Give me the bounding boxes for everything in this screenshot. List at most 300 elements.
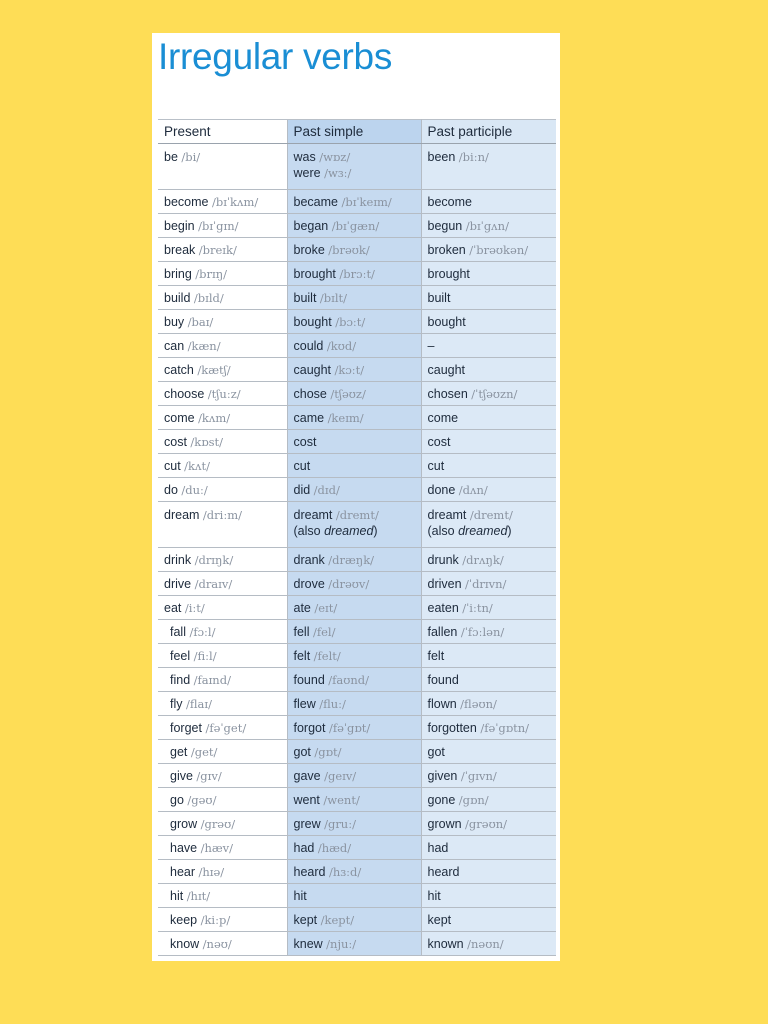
pp-word: –	[427, 338, 435, 353]
past-ipa: /brəʊk/	[328, 242, 370, 257]
past-participle-cell	[421, 644, 556, 668]
past-line	[294, 841, 415, 855]
pp-note-text: (also	[427, 524, 459, 538]
header-past-simple: Past simple	[287, 120, 421, 144]
table-row	[158, 932, 556, 956]
past-participle-cell	[421, 454, 556, 478]
pp-line	[428, 363, 551, 377]
pp-line	[428, 817, 551, 831]
past-word: was	[293, 150, 316, 164]
past-line	[294, 769, 415, 783]
table-row	[158, 620, 556, 644]
past-participle-cell	[421, 884, 556, 908]
past-participle-cell	[421, 788, 556, 812]
past-word: kept	[293, 912, 318, 927]
pp-word: felt	[427, 648, 445, 663]
present-word: get	[170, 744, 188, 759]
past-word: flew	[293, 696, 316, 711]
past-ipa: /hæd/	[317, 840, 352, 855]
table-row	[158, 310, 556, 334]
pp-line	[428, 291, 551, 305]
past-participle-cell	[421, 764, 556, 788]
past-word: brought	[293, 266, 336, 281]
past-ipa: /bɪlt/	[319, 290, 348, 305]
past-simple-cell	[287, 668, 421, 692]
table-row	[158, 502, 556, 548]
past-word: built	[293, 290, 317, 305]
past-simple-cell	[287, 788, 421, 812]
past-word: heard	[293, 864, 326, 879]
past-simple-cell	[287, 620, 421, 644]
past-line	[294, 483, 415, 497]
present-cell	[158, 788, 287, 812]
past-simple-cell	[287, 908, 421, 932]
past-line	[294, 793, 415, 807]
present-cell	[158, 334, 287, 358]
past-simple-cell	[287, 502, 421, 548]
past-line	[294, 817, 415, 831]
table-row	[158, 788, 556, 812]
pp-ipa: /ˈtʃəʊzn/	[471, 386, 518, 401]
pp-word: hit	[427, 888, 441, 903]
past-participle-cell	[421, 430, 556, 454]
past-participle-cell	[421, 908, 556, 932]
past-simple-cell	[287, 812, 421, 836]
pp-word: built	[427, 290, 451, 305]
pp-line	[428, 721, 551, 735]
past-simple-cell	[287, 548, 421, 572]
pp-ipa: /ˈbrəʊkən/	[469, 242, 529, 257]
pp-note-italic: dreamed	[458, 524, 508, 538]
past-line	[294, 435, 415, 449]
pp-word: begun	[427, 218, 463, 233]
pp-word: grown	[427, 816, 462, 831]
past-line	[294, 865, 415, 879]
table-header-row	[158, 120, 556, 144]
past-word: chose	[293, 386, 327, 401]
past-participle-cell	[421, 596, 556, 620]
present-word: come	[164, 410, 195, 425]
pp-ipa: /dremt/	[469, 508, 513, 522]
past-simple-cell	[287, 334, 421, 358]
pp-line	[428, 339, 551, 353]
past-line	[294, 601, 415, 615]
present-cell	[158, 548, 287, 572]
past-participle-cell	[421, 740, 556, 764]
pp-line	[428, 411, 551, 425]
past-simple-cell	[287, 430, 421, 454]
table-row	[158, 716, 556, 740]
present-word: can	[164, 338, 185, 353]
pp-word: fallen	[427, 624, 458, 639]
past-word: grew	[293, 816, 321, 831]
past-line	[294, 553, 415, 567]
past-ipa: /fluː/	[319, 696, 346, 711]
table-row	[158, 860, 556, 884]
present-word: buy	[164, 314, 185, 329]
pp-line	[428, 387, 551, 401]
past-simple-cell	[287, 932, 421, 956]
present-ipa: /draɪv/	[194, 576, 233, 591]
pp-ipa: /ˈgɪvn/	[460, 768, 497, 783]
past-ipa: /felt/	[313, 648, 341, 663]
pp-word: heard	[427, 864, 460, 879]
past-line	[294, 673, 415, 687]
pp-word: drunk	[427, 552, 459, 567]
present-cell	[158, 382, 287, 406]
past-ipa: /brɔːt/	[339, 266, 375, 281]
past-ipa: /geɪv/	[324, 768, 357, 783]
present-cell	[158, 836, 287, 860]
pp-word: forgotten	[427, 720, 477, 735]
past-participle-cell	[421, 548, 556, 572]
table-row	[158, 214, 556, 238]
present-cell	[158, 478, 287, 502]
past-line-2	[294, 165, 415, 181]
past-ipa: /bɔːt/	[335, 314, 366, 329]
verb-rows-bottom	[158, 620, 556, 956]
table-row	[158, 596, 556, 620]
past-ipa: /bɪˈkeɪm/	[341, 194, 392, 209]
pp-line	[428, 483, 551, 497]
present-word: cut	[164, 458, 181, 473]
pp-word: dreamt	[427, 508, 467, 522]
past-line	[294, 721, 415, 735]
present-cell	[158, 740, 287, 764]
past-participle-cell	[421, 262, 556, 286]
past-word: forgot	[293, 720, 326, 735]
past-word: ate	[293, 600, 311, 615]
present-cell	[158, 214, 287, 238]
verb-rows-top	[158, 144, 556, 620]
pp-line	[428, 601, 551, 615]
table-row	[158, 572, 556, 596]
past-ipa: /njuː/	[326, 936, 357, 951]
past-simple-cell	[287, 358, 421, 382]
present-ipa: /duː/	[181, 482, 208, 497]
pp-line	[428, 793, 551, 807]
present-word: eat	[164, 600, 182, 615]
past-ipa: /wɒz/	[319, 150, 351, 164]
pp-ipa: /nəʊn/	[467, 936, 504, 951]
past-participle-cell	[421, 478, 556, 502]
present-cell	[158, 764, 287, 788]
table-row	[158, 144, 556, 190]
pp-line	[428, 865, 551, 879]
table-row	[158, 454, 556, 478]
table-row	[158, 358, 556, 382]
past-word: drove	[293, 576, 325, 591]
table-row	[158, 668, 556, 692]
pp-word: become	[427, 194, 472, 209]
pp-word: cut	[427, 458, 445, 473]
past-word: came	[293, 410, 325, 425]
past-ipa: /hɜːd/	[328, 864, 362, 879]
past-participle-cell	[421, 286, 556, 310]
pp-ipa: /ˈiːtn/	[462, 600, 493, 615]
past-simple-cell	[287, 478, 421, 502]
present-word: drink	[164, 552, 192, 567]
past-word: gave	[293, 768, 321, 783]
past-participle-cell	[421, 214, 556, 238]
present-cell	[158, 692, 287, 716]
past-simple-cell	[287, 310, 421, 334]
past-line	[294, 363, 415, 377]
table-row	[158, 190, 556, 214]
past-word: hit	[293, 888, 307, 903]
past-participle-cell	[421, 812, 556, 836]
past-line	[294, 913, 415, 927]
pp-word: found	[427, 672, 459, 687]
past-line	[294, 387, 415, 401]
present-word: catch	[164, 362, 194, 377]
past-word: had	[293, 840, 315, 855]
pp-line	[428, 673, 551, 687]
pp-line	[428, 507, 551, 523]
present-word: bring	[164, 266, 192, 281]
present-ipa: /faɪnd/	[193, 672, 231, 687]
present-cell	[158, 716, 287, 740]
past-participle-cell	[421, 860, 556, 884]
past-line	[294, 889, 415, 903]
pp-line	[428, 745, 551, 759]
present-cell	[158, 190, 287, 214]
pp-ipa: /gɒn/	[458, 792, 489, 807]
present-ipa: /kætʃ/	[197, 362, 231, 377]
past-note-close: )	[373, 524, 378, 538]
present-word: forget	[170, 720, 202, 735]
present-cell	[158, 812, 287, 836]
table-row	[158, 548, 556, 572]
past-word: went	[293, 792, 320, 807]
present-ipa: /hæv/	[200, 840, 234, 855]
present-word: give	[170, 768, 193, 783]
pp-word: known	[427, 936, 464, 951]
past-participle-cell	[421, 668, 556, 692]
past-simple-cell	[287, 382, 421, 406]
past-ipa: /eɪt/	[314, 600, 338, 615]
table-row	[158, 406, 556, 430]
past-ipa: /tʃəʊz/	[330, 386, 366, 401]
present-ipa: /driːm/	[202, 508, 242, 522]
present-ipa: /kæn/	[187, 338, 221, 353]
pp-word: bought	[427, 314, 466, 329]
present-ipa: /brɪŋ/	[195, 266, 227, 281]
past-word: broke	[293, 242, 325, 257]
present-cell	[158, 238, 287, 262]
past-participle-cell	[421, 620, 556, 644]
past-line	[294, 219, 415, 233]
present-ipa: /grəʊ/	[200, 816, 236, 831]
present-cell	[158, 454, 287, 478]
past-word: caught	[293, 362, 332, 377]
pp-line	[428, 435, 551, 449]
present-ipa: /hɪt/	[186, 888, 211, 903]
present-ipa: /hɪə/	[198, 864, 225, 879]
past-line	[294, 459, 415, 473]
present-cell	[158, 908, 287, 932]
past-word: did	[293, 482, 311, 497]
present-word: drive	[164, 576, 192, 591]
past-simple-cell	[287, 860, 421, 884]
past-word: knew	[293, 936, 323, 951]
past-ipa: /dɪd/	[313, 482, 340, 497]
past-simple-cell	[287, 764, 421, 788]
present-ipa: /gəʊ/	[187, 792, 217, 807]
pp-note-close: )	[507, 524, 512, 538]
page-title: Irregular verbs	[158, 36, 393, 77]
past-participle-cell	[421, 692, 556, 716]
pp-line	[428, 841, 551, 855]
pp-word: given	[427, 768, 458, 783]
pp-ipa: /fləʊn/	[460, 696, 497, 711]
pp-word: brought	[427, 266, 470, 281]
present-ipa: /kɒst/	[190, 434, 224, 449]
present-word: grow	[170, 816, 198, 831]
pp-word: driven	[427, 576, 462, 591]
present-cell	[158, 430, 287, 454]
pp-ipa: /fəˈgɒtn/	[480, 720, 530, 735]
past-line	[294, 625, 415, 639]
present-cell	[158, 668, 287, 692]
present-word: cost	[164, 434, 187, 449]
past-simple-cell	[287, 572, 421, 596]
past-ipa: /bɪˈgæn/	[331, 218, 380, 233]
pp-word: broken	[427, 242, 466, 257]
present-word: go	[170, 792, 184, 807]
past-line	[294, 507, 415, 523]
pp-line	[428, 243, 551, 257]
past-simple-cell	[287, 716, 421, 740]
past-line	[294, 267, 415, 281]
present-ipa: /bɪˈgɪn/	[198, 218, 239, 233]
present-ipa: /flaɪ/	[185, 696, 212, 711]
present-word: feel	[170, 648, 191, 663]
past-word: fell	[293, 624, 310, 639]
pp-line	[428, 577, 551, 591]
past-simple-cell	[287, 454, 421, 478]
present-word: choose	[164, 386, 205, 401]
past-line	[294, 937, 415, 951]
past-word: could	[293, 338, 324, 353]
past-ipa: /kɔːt/	[334, 362, 365, 377]
pp-line	[428, 937, 551, 951]
past-participle-cell	[421, 406, 556, 430]
past-participle-cell	[421, 502, 556, 548]
present-cell	[158, 860, 287, 884]
past2-ipa: /wɜː/	[324, 166, 352, 180]
present-word: dream	[164, 508, 200, 522]
table-row	[158, 334, 556, 358]
past-ipa: /fəˈgɒt/	[328, 720, 371, 735]
pp-ipa: /bɪˈgʌn/	[465, 218, 509, 233]
present-word: break	[164, 242, 196, 257]
pp-line	[428, 315, 551, 329]
past-word: bought	[293, 314, 332, 329]
past-line	[294, 697, 415, 711]
past-participle-cell	[421, 932, 556, 956]
present-cell	[158, 644, 287, 668]
present-cell	[158, 502, 287, 548]
irregular-verbs-table	[158, 119, 556, 956]
present-cell	[158, 596, 287, 620]
past-word: began	[293, 218, 329, 233]
present-word: fly	[170, 696, 183, 711]
past-simple-cell	[287, 262, 421, 286]
table-row	[158, 430, 556, 454]
pp-line	[428, 649, 551, 663]
present-cell	[158, 620, 287, 644]
present-word: keep	[170, 912, 198, 927]
present-word: hit	[170, 888, 184, 903]
present-word: be	[164, 150, 178, 164]
past-simple-cell	[287, 286, 421, 310]
past-note-text: (also	[293, 524, 325, 538]
past-note-italic: dreamed	[324, 524, 374, 538]
past-ipa: /kʊd/	[326, 338, 357, 353]
present-word: have	[170, 840, 198, 855]
present-word: hear	[170, 864, 196, 879]
past-line	[294, 243, 415, 257]
past-simple-cell	[287, 596, 421, 620]
past-ipa: /gruː/	[324, 816, 356, 831]
past-word: felt	[293, 648, 311, 663]
present-ipa: /iːt/	[184, 600, 205, 615]
past-line	[294, 149, 415, 165]
table-row	[158, 836, 556, 860]
table-row	[158, 740, 556, 764]
table-row	[158, 692, 556, 716]
table-row	[158, 908, 556, 932]
past-participle-cell	[421, 238, 556, 262]
pp-ipa: /ˈdrɪvn/	[465, 576, 507, 591]
present-cell	[158, 262, 287, 286]
present-cell	[158, 932, 287, 956]
table-row	[158, 478, 556, 502]
header-present: Present	[158, 120, 287, 144]
past-simple-cell	[287, 214, 421, 238]
table-row	[158, 262, 556, 286]
present-word: become	[164, 194, 209, 209]
past-line	[294, 315, 415, 329]
pp-word: done	[427, 482, 456, 497]
present-ipa: /get/	[190, 744, 218, 759]
table-row	[158, 884, 556, 908]
present-ipa: /tʃuːz/	[207, 386, 241, 401]
present-ipa: /bɪld/	[193, 290, 224, 305]
past-participle-cell	[421, 836, 556, 860]
pp-word: caught	[427, 362, 466, 377]
past-ipa: /dræŋk/	[328, 552, 375, 567]
pp-ipa: /drʌŋk/	[462, 552, 504, 567]
pp-word: eaten	[427, 600, 459, 615]
pp-line	[428, 219, 551, 233]
past-ipa: /went/	[323, 792, 360, 807]
present-word: build	[164, 290, 191, 305]
pp-word: been	[427, 150, 456, 164]
past-simple-cell	[287, 884, 421, 908]
past-ipa: /keɪm/	[327, 410, 364, 425]
pp-word: gone	[427, 792, 456, 807]
past-simple-cell	[287, 692, 421, 716]
past-participle-cell	[421, 716, 556, 740]
past-line	[294, 745, 415, 759]
past-line	[294, 649, 415, 663]
present-ipa: /nəʊ/	[202, 936, 232, 951]
present-cell	[158, 144, 287, 190]
pp-line	[428, 769, 551, 783]
pp-line	[428, 267, 551, 281]
